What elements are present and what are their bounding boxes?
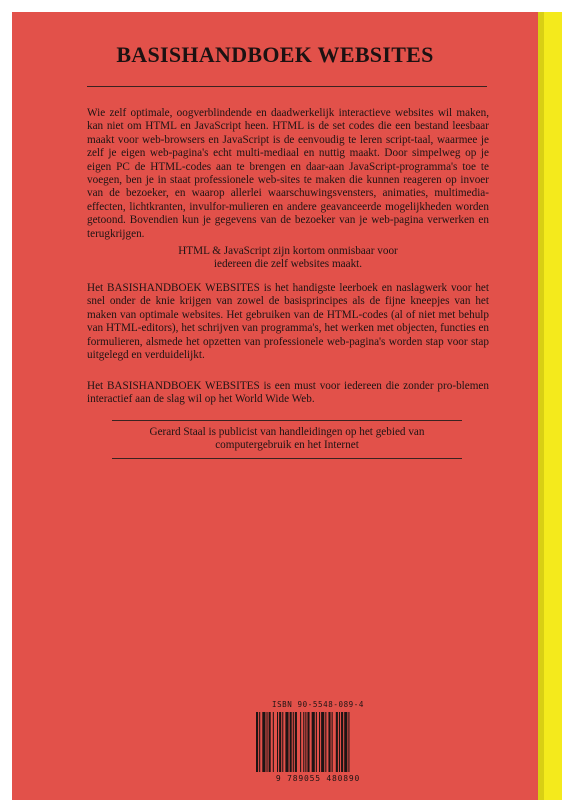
barcode-bar (336, 712, 338, 772)
author-bio (112, 426, 462, 453)
ean-number: 9 789055 480890 (275, 774, 361, 783)
barcode-bar (316, 712, 317, 772)
barcode-bar (290, 712, 292, 772)
barcode-bar (332, 712, 333, 772)
barcode-bar (321, 712, 324, 772)
barcode-icon (256, 712, 380, 772)
yellow-spine-strip (538, 12, 562, 800)
blurb-paragraph-1: Wie zelf optimale, oogverblindende en daadwerkelijk interactieve websites wil maken, kan niet om HTML en JavaScript heen. HTML is de set codes die een bestand leesbaar maakt voor web-browsers en JavaScript is de eenvoudig te leren script-taal, waarmee je zelf je eigen web-pagina's echt multi-mediaal en nuttig maakt. Door simpelweg op je eigen PC de HTML-codes aan te brengen en daar-aan JavaScript-programma's toe te voegen, ben je in staat professionele web-sites te maken die kunnen reageren op invoer van de bezoeker, en waarop allerlei waarschuwingsvensters, animaties, multimedia-effecten, lichtkranten, invulfor-mulieren en andere geavanceerde mogelijkheden worden getoond. Bovendien kun je gegevens van de bezoeker van je web-pagina verwerken en terugkrijgen. (87, 107, 489, 240)
barcode-bar (269, 712, 271, 772)
barcode-bar (303, 712, 304, 772)
barcode-bar (307, 712, 309, 772)
barcode-bar (282, 712, 283, 772)
barcode-bar (293, 712, 294, 772)
barcode-bar (267, 712, 268, 772)
blurb-paragraph-3: Het BASISHANDBOEK WEBSITES is een must voor iedereen die zonder pro-blemen interactief aan de slag wil op het World Wide Web. (87, 380, 489, 406)
author-bio-line-1: Gerard Staal is publicist van handleidingen op het gebied van (149, 426, 425, 438)
barcode-bar (319, 712, 320, 772)
blurb-paragraph-1-tail (87, 245, 489, 272)
barcode-bar (348, 712, 349, 772)
barcode-bar (305, 712, 306, 772)
isbn-label: ISBN 90-5548-089-4 (271, 700, 365, 709)
author-bio-line-2: computergebruik en het Internet (215, 439, 359, 452)
barcode-block (250, 700, 386, 786)
barcode-bar (300, 712, 301, 772)
barcode-bar (256, 712, 258, 772)
barcode-bar (277, 712, 278, 772)
book-title: BASISHANDBOEK WEBSITES (116, 42, 434, 67)
barcode-bar (273, 712, 274, 772)
barcode-bar (285, 712, 288, 772)
barcode-bar (279, 712, 281, 772)
barcode-bar (312, 712, 315, 772)
barcode-bar (341, 712, 343, 772)
barcode-bar (344, 712, 347, 772)
blurb-paragraph-2: Het BASISHANDBOEK WEBSITES is het handigste leerboek en naslagwerk voor het snel onder de knie krijgen van zowel de basisprincipes als de fijne kneepjes van het maken van optimale websites. Het gebruiken van de HTML-codes (al of niet met behulp van HTML-editors), het schrijven van programma's, het werken met objecten, functies en formulieren, alsmede het opzetten van professionele web-pagina's worden stap voor stap uitgelegd en verduidelijkt. (87, 282, 489, 362)
barcode-bar (328, 712, 330, 772)
barcode-bar (259, 712, 260, 772)
blurb-tail-line-2: iedereen die zelf websites maakt. (213, 258, 363, 271)
barcode-bar (262, 712, 265, 772)
spine-fold (538, 12, 544, 800)
barcode-bar (325, 712, 326, 772)
title-underline (87, 86, 487, 87)
author-bio-bottom-rule (112, 458, 462, 459)
barcode-bar (339, 712, 340, 772)
blurb-tail-line-1: HTML & JavaScript zijn kortom onmisbaar voor (178, 245, 398, 257)
back-cover (12, 12, 538, 800)
barcode-bar (295, 712, 297, 772)
author-bio-top-rule (112, 420, 462, 421)
